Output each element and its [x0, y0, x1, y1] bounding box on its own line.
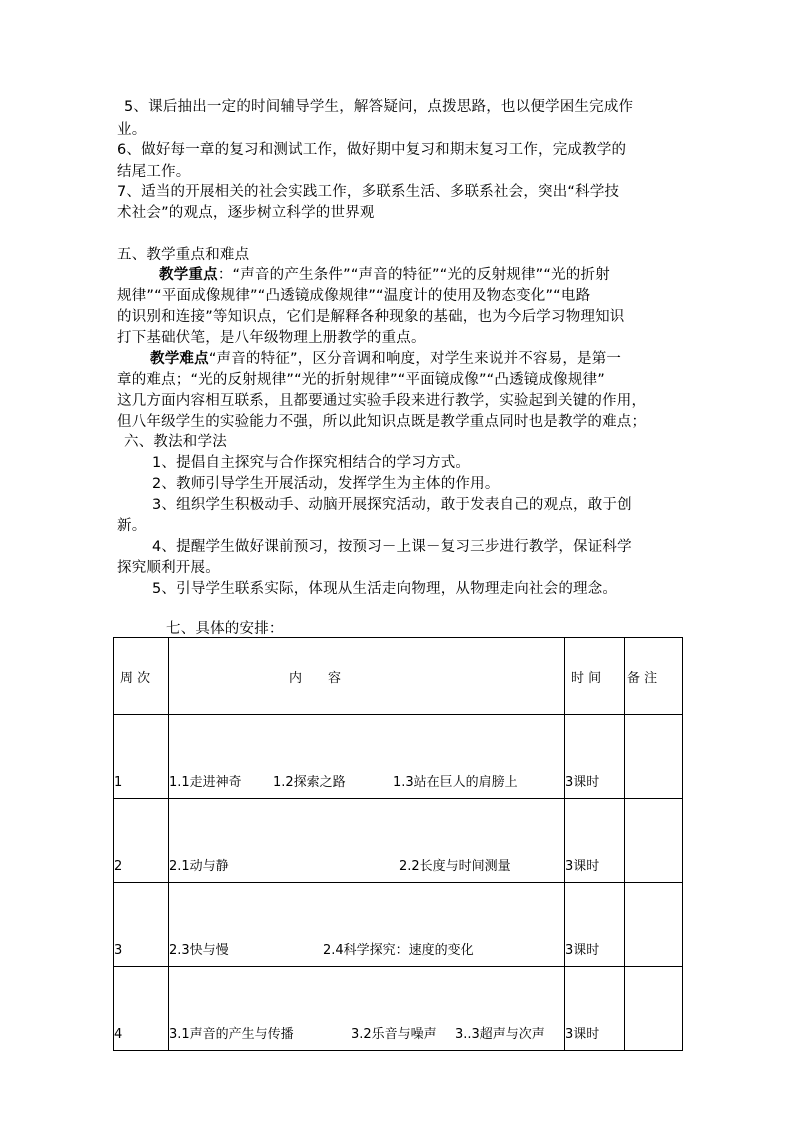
difficulty-line2: 章的难点；“光的反射规律”“光的折射规律”“平面镜成像”“凸透镜成像规律” [117, 372, 605, 388]
time-cell: 3课时 [565, 883, 625, 967]
note-cell [625, 799, 683, 883]
method-5: 5、引导学生联系实际，体现从生活走向物理，从物理走向社会的理念。 [152, 581, 618, 597]
focus-label: 教学重点 [159, 267, 218, 283]
method-3-line1: 3、组织学生积极动手、动脑开展探究活动，敢于发表自己的观点，敢于创 [152, 497, 632, 513]
content-cell [169, 715, 565, 799]
method-4-line1: 4、提醒学生做好课前预习，按预习－上课－复习三步进行教学，保证科学 [152, 539, 632, 555]
item-5-line2: 业。 [117, 122, 147, 138]
content-item: 2.3快与慢 [169, 943, 229, 958]
content-cell [169, 799, 565, 883]
item-7-line1: 7、适当的开展相关的社会实践工作，多联系生活、多联系社会，突出“科学技 [117, 184, 620, 200]
item-7-line2: 术社会”的观点，逐步树立科学的世界观 [117, 205, 375, 221]
content-item: 2.2长度与时间测量 [399, 859, 511, 874]
difficulty-text: “声音的特征”，区分音调和响度，对学生来说并不容易，是第一 [208, 351, 622, 367]
difficulty-line1 [150, 349, 621, 369]
item-6-line1: 6、做好每一章的复习和测试工作，做好期中复习和期末复习工作，完成教学的 [117, 142, 627, 158]
header-content: 内 容 [169, 638, 565, 715]
focus-line3: 的识别和连接”等知识点，它们是解释各种现象的基础，也为今后学习物理知识 [117, 309, 625, 325]
content-cell [169, 883, 565, 967]
week-cell: 2 [114, 799, 169, 883]
method-2: 2、教师引导学生开展活动，发挥学生为主体的作用。 [152, 476, 500, 492]
method-3-line2: 新。 [117, 518, 147, 534]
focus-line2: 规律”“平面成像规律”“凸透镜成像规律”“温度计的使用及物态变化”“电路 [117, 288, 591, 304]
item-6-line2: 结尾工作。 [117, 164, 191, 180]
note-cell [625, 883, 683, 967]
content-item: 2.4科学探究：速度的变化 [323, 943, 474, 958]
table-row [114, 967, 683, 1051]
content-item: 1.2探索之路 [273, 775, 346, 790]
table-row [114, 715, 683, 799]
note-cell [625, 715, 683, 799]
difficulty-label: 教学难点 [150, 351, 209, 367]
content-item: 1.1走进神奇 [169, 775, 242, 790]
method-4-line2: 探究顺利开展。 [117, 560, 220, 576]
table-row [114, 883, 683, 967]
section-5-heading: 五、教学重点和难点 [117, 247, 250, 263]
header-note: 备 注 [625, 638, 683, 715]
difficulty-line4: 但八年级学生的实验能力不强，所以此知识点既是教学重点同时也是教学的难点； [117, 414, 647, 430]
content-cell [169, 967, 565, 1051]
time-cell: 3课时 [565, 715, 625, 799]
focus-text: ：“声音的产生条件”“声音的特征”“光的反射规律”“光的折射 [217, 267, 610, 283]
header-week: 周 次 [114, 638, 169, 715]
table-header-row [114, 638, 683, 715]
table-row [114, 799, 683, 883]
week-cell: 4 [114, 967, 169, 1051]
content-item: 3.1声音的产生与传播 [169, 1027, 294, 1042]
item-5-line1: 5、课后抽出一定的时间辅导学生，解答疑问，点拨思路，也以便学困生完成作 [124, 99, 634, 115]
method-1: 1、提倡自主探究与合作探究相结合的学习方式。 [152, 455, 471, 471]
section-6-heading: 六、教法和学法 [124, 434, 227, 450]
time-cell: 3课时 [565, 799, 625, 883]
content-item: 2.1动与静 [169, 859, 229, 874]
header-time: 时 间 [565, 638, 625, 715]
time-cell: 3课时 [565, 967, 625, 1051]
schedule-table [113, 637, 683, 1051]
section-7-heading: 七、具体的安排： [166, 621, 284, 637]
focus-line1 [159, 265, 610, 285]
content-item: 3.2乐音与噪声 [351, 1027, 437, 1042]
content-item: 1.3站在巨人的肩膀上 [393, 775, 518, 790]
difficulty-line3: 这几方面内容相互联系，且都要通过实验手段来进行教学，实验起到关键的作用， [117, 393, 647, 409]
week-cell: 1 [114, 715, 169, 799]
focus-line4: 打下基础伏笔，是八年级物理上册教学的重点。 [117, 330, 426, 346]
week-cell: 3 [114, 883, 169, 967]
note-cell [625, 967, 683, 1051]
content-item: 3..3超声与次声 [455, 1027, 545, 1042]
